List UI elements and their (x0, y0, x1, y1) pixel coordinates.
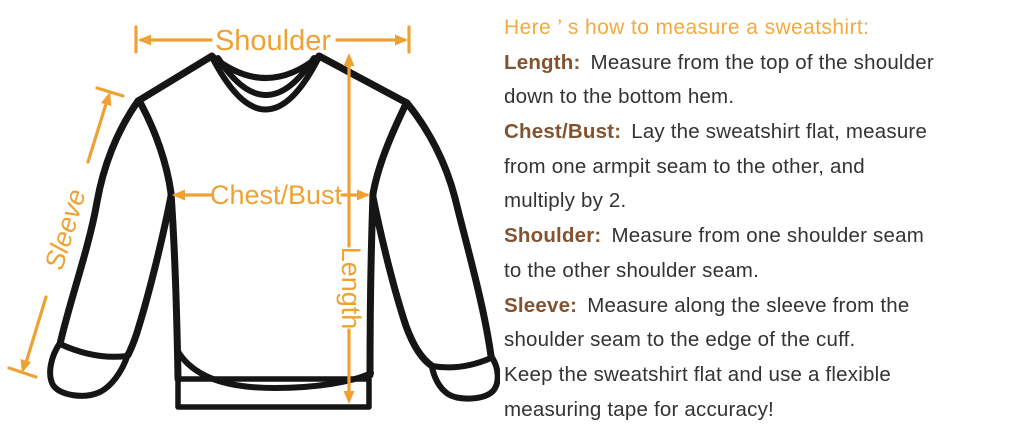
instruction-text: from one armpit seam to the other, and (504, 154, 865, 178)
shoulder-label: Shoulder (214, 25, 332, 57)
sweatshirt-diagram (0, 0, 500, 441)
left-sleeve-inner (128, 196, 171, 355)
chest-label: Chest/Bust (209, 180, 343, 210)
instruction-text: shoulder seam to the edge of the cuff. (504, 328, 856, 352)
sweatshirt-outline (60, 56, 491, 379)
right-cuff-top (432, 358, 491, 367)
instruction-line (504, 393, 1022, 428)
instruction-line (504, 150, 1022, 185)
instruction-text: Measure from the top of the shoulder (590, 50, 934, 74)
sleeve-label: Sleeve (38, 185, 92, 274)
left-cuff-top (60, 344, 127, 357)
measure-term: Shoulder: (504, 224, 602, 248)
length-label: Length (336, 246, 366, 330)
instruction-text: measuring tape for accuracy! (504, 397, 774, 421)
measure-term: Chest/Bust: (504, 120, 622, 144)
instruction-line (504, 115, 1022, 150)
instruction-line (504, 219, 1022, 254)
measure-term: Sleeve: (504, 293, 578, 317)
sweatshirt-details (50, 56, 498, 407)
right-sleeve-outer (407, 103, 491, 356)
instruction-text: Measure from one shoulder seam (611, 224, 924, 248)
right-body-side (370, 194, 373, 375)
instruction-text: Measure along the sleeve from the (587, 293, 910, 317)
measure-term: Length: (504, 50, 581, 74)
instructions-panel (504, 11, 1022, 427)
instruction-text: to the other shoulder seam. (504, 258, 759, 282)
right-shoulder-line (319, 56, 407, 103)
left-armpit-seam (141, 104, 171, 193)
instruction-text: Keep the sweatshirt flat and use a flexible (504, 362, 891, 386)
instruction-text: down to the bottom hem. (504, 85, 735, 109)
instruction-line (504, 46, 1022, 81)
instruction-line (504, 254, 1022, 289)
instructions-heading: Here ’ s how to measure a sweatshirt: (504, 16, 870, 39)
instruction-text: Lay the sweatshirt flat, measure (631, 120, 928, 144)
body-bottom-curve (177, 350, 371, 388)
instruction-lines (504, 46, 1022, 428)
instruction-line (504, 289, 1022, 324)
instruction-line (504, 323, 1022, 358)
length-arrow (344, 53, 355, 404)
right-sleeve-inner (373, 197, 432, 366)
left-shoulder-line (138, 56, 212, 101)
instruction-line (504, 80, 1022, 115)
instruction-text: multiply by 2. (504, 189, 627, 213)
instruction-line (504, 358, 1022, 393)
right-armpit-seam (373, 106, 405, 194)
instruction-line (504, 184, 1022, 219)
